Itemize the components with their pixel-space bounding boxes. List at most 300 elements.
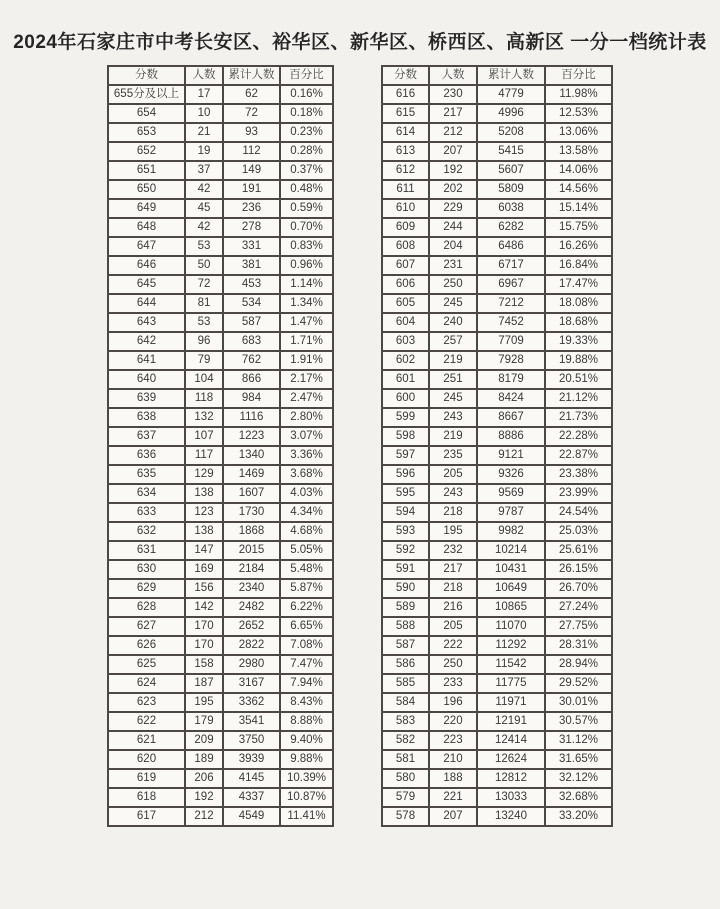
cumulative-cell: 6717 [477,256,545,275]
table-row [382,218,612,237]
percent-cell: 30.01% [545,693,612,712]
score-cell: 605 [382,294,429,313]
cumulative-cell: 7452 [477,313,545,332]
table-row [108,199,333,218]
cumulative-cell: 278 [223,218,280,237]
count-cell: 138 [185,484,223,503]
score-cell: 579 [382,788,429,807]
count-cell: 205 [429,617,477,636]
table-row [382,294,612,313]
score-cell: 635 [108,465,185,484]
table-row [108,161,333,180]
count-cell: 232 [429,541,477,560]
percent-cell: 31.65% [545,750,612,769]
table-row [108,256,333,275]
table-row [108,769,333,788]
percent-cell: 0.18% [280,104,333,123]
score-cell: 585 [382,674,429,693]
table-row [108,731,333,750]
table-row [108,693,333,712]
score-cell: 591 [382,560,429,579]
count-cell: 17 [185,85,223,104]
percent-cell: 4.68% [280,522,333,541]
score-cell: 616 [382,85,429,104]
table-row [382,655,612,674]
percent-cell: 21.12% [545,389,612,408]
percent-cell: 8.88% [280,712,333,731]
count-cell: 170 [185,636,223,655]
cumulative-cell: 8667 [477,408,545,427]
percent-cell: 32.12% [545,769,612,788]
count-cell: 118 [185,389,223,408]
cumulative-cell: 149 [223,161,280,180]
count-cell: 42 [185,218,223,237]
table-row [108,237,333,256]
count-cell: 104 [185,370,223,389]
score-cell: 580 [382,769,429,788]
score-cell: 626 [108,636,185,655]
header-row [382,66,612,85]
percent-cell: 13.58% [545,142,612,161]
count-cell: 250 [429,275,477,294]
percent-cell: 1.71% [280,332,333,351]
count-cell: 240 [429,313,477,332]
score-cell: 614 [382,123,429,142]
count-cell: 156 [185,579,223,598]
percent-cell: 5.48% [280,560,333,579]
score-cell: 647 [108,237,185,256]
percent-cell: 20.51% [545,370,612,389]
percent-cell: 5.87% [280,579,333,598]
count-cell: 138 [185,522,223,541]
count-cell: 96 [185,332,223,351]
percent-cell: 32.68% [545,788,612,807]
table-row [108,541,333,560]
table-row [108,370,333,389]
table-row [108,123,333,142]
table-row [108,750,333,769]
table-row [108,579,333,598]
score-cell: 622 [108,712,185,731]
table-row [382,332,612,351]
cumulative-cell: 12191 [477,712,545,731]
table-row [108,294,333,313]
score-cell: 607 [382,256,429,275]
percent-cell: 26.70% [545,579,612,598]
score-cell: 628 [108,598,185,617]
count-cell: 53 [185,313,223,332]
score-cell: 604 [382,313,429,332]
table-row [108,218,333,237]
count-cell: 243 [429,484,477,503]
cumulative-cell: 13033 [477,788,545,807]
percent-cell: 0.48% [280,180,333,199]
count-cell: 216 [429,598,477,617]
score-cell: 596 [382,465,429,484]
cumulative-cell: 1116 [223,408,280,427]
percent-cell: 30.57% [545,712,612,731]
score-cell: 602 [382,351,429,370]
score-cell: 620 [108,750,185,769]
count-cell: 187 [185,674,223,693]
count-cell: 233 [429,674,477,693]
cumulative-cell: 6967 [477,275,545,294]
count-cell: 217 [429,104,477,123]
cumulative-cell: 6038 [477,199,545,218]
count-cell: 19 [185,142,223,161]
count-cell: 53 [185,237,223,256]
table-row [382,85,612,104]
cumulative-cell: 984 [223,389,280,408]
percent-cell: 16.84% [545,256,612,275]
table-row [382,465,612,484]
count-cell: 221 [429,788,477,807]
cumulative-cell: 4779 [477,85,545,104]
table-row [108,180,333,199]
table-row [382,199,612,218]
percent-cell: 15.75% [545,218,612,237]
column-header-cumulative: 累计人数 [477,66,545,85]
score-cell: 615 [382,104,429,123]
percent-cell: 1.91% [280,351,333,370]
percent-cell: 23.99% [545,484,612,503]
percent-cell: 13.06% [545,123,612,142]
table-row [382,351,612,370]
cumulative-cell: 236 [223,199,280,218]
score-cell: 633 [108,503,185,522]
percent-cell: 23.38% [545,465,612,484]
percent-cell: 0.23% [280,123,333,142]
count-cell: 218 [429,579,477,598]
table-row [108,788,333,807]
column-header-score: 分数 [382,66,429,85]
count-cell: 220 [429,712,477,731]
count-cell: 79 [185,351,223,370]
count-cell: 158 [185,655,223,674]
percent-cell: 19.88% [545,351,612,370]
column-header-count: 人数 [185,66,223,85]
table-row [382,712,612,731]
count-cell: 195 [429,522,477,541]
table-row [108,674,333,693]
table-row [108,427,333,446]
percent-cell: 6.22% [280,598,333,617]
cumulative-cell: 5607 [477,161,545,180]
score-cell: 646 [108,256,185,275]
count-cell: 81 [185,294,223,313]
cumulative-cell: 93 [223,123,280,142]
cumulative-cell: 1607 [223,484,280,503]
count-cell: 10 [185,104,223,123]
score-cell: 639 [108,389,185,408]
score-cell: 645 [108,275,185,294]
count-cell: 244 [429,218,477,237]
table-row [108,655,333,674]
percent-cell: 28.31% [545,636,612,655]
percent-cell: 7.47% [280,655,333,674]
cumulative-cell: 5208 [477,123,545,142]
table-row [382,180,612,199]
table-row [382,484,612,503]
percent-cell: 11.41% [280,807,333,826]
cumulative-cell: 12624 [477,750,545,769]
score-cell: 642 [108,332,185,351]
cumulative-cell: 191 [223,180,280,199]
column-header-percent: 百分比 [545,66,612,85]
cumulative-cell: 1469 [223,465,280,484]
cumulative-cell: 3541 [223,712,280,731]
percent-cell: 6.65% [280,617,333,636]
score-cell: 643 [108,313,185,332]
count-cell: 257 [429,332,477,351]
percent-cell: 0.37% [280,161,333,180]
count-cell: 123 [185,503,223,522]
cumulative-cell: 1223 [223,427,280,446]
score-cell: 612 [382,161,429,180]
table-row [382,161,612,180]
cumulative-cell: 2652 [223,617,280,636]
percent-cell: 17.47% [545,275,612,294]
count-cell: 192 [185,788,223,807]
score-cell: 649 [108,199,185,218]
cumulative-cell: 2482 [223,598,280,617]
table-row [382,598,612,617]
table-row [382,275,612,294]
table-row [382,807,612,826]
score-cell: 597 [382,446,429,465]
count-cell: 204 [429,237,477,256]
score-cell: 609 [382,218,429,237]
cumulative-cell: 2184 [223,560,280,579]
percent-cell: 0.70% [280,218,333,237]
percent-cell: 14.56% [545,180,612,199]
score-cell: 599 [382,408,429,427]
cumulative-cell: 2822 [223,636,280,655]
table-row [382,503,612,522]
cumulative-cell: 866 [223,370,280,389]
cumulative-cell: 7709 [477,332,545,351]
table-row [382,579,612,598]
cumulative-cell: 7928 [477,351,545,370]
cumulative-cell: 62 [223,85,280,104]
score-cell: 634 [108,484,185,503]
header-row [108,66,333,85]
percent-cell: 5.05% [280,541,333,560]
percent-cell: 10.39% [280,769,333,788]
cumulative-cell: 2980 [223,655,280,674]
score-cell: 611 [382,180,429,199]
count-cell: 207 [429,142,477,161]
score-cell: 584 [382,693,429,712]
cumulative-cell: 381 [223,256,280,275]
column-header-percent: 百分比 [280,66,333,85]
count-cell: 245 [429,389,477,408]
table-row [108,560,333,579]
cumulative-cell: 5415 [477,142,545,161]
cumulative-cell: 3939 [223,750,280,769]
count-cell: 251 [429,370,477,389]
count-cell: 21 [185,123,223,142]
cumulative-cell: 11971 [477,693,545,712]
percent-cell: 3.68% [280,465,333,484]
percent-cell: 18.68% [545,313,612,332]
percent-cell: 10.87% [280,788,333,807]
table-row [108,636,333,655]
score-cell: 613 [382,142,429,161]
page-title: 2024年石家庄市中考长安区、裕华区、新华区、桥西区、高新区 一分一档统计表 [13,32,707,53]
cumulative-cell: 9326 [477,465,545,484]
column-header-score: 分数 [108,66,185,85]
count-cell: 210 [429,750,477,769]
percent-cell: 0.16% [280,85,333,104]
table-row [382,731,612,750]
percent-cell: 16.26% [545,237,612,256]
count-cell: 205 [429,465,477,484]
percent-cell: 7.08% [280,636,333,655]
score-cell: 601 [382,370,429,389]
count-cell: 45 [185,199,223,218]
percent-cell: 1.47% [280,313,333,332]
cumulative-cell: 683 [223,332,280,351]
percent-cell: 26.15% [545,560,612,579]
score-cell: 589 [382,598,429,617]
cumulative-cell: 3167 [223,674,280,693]
score-cell: 600 [382,389,429,408]
cumulative-cell: 534 [223,294,280,313]
cumulative-cell: 9787 [477,503,545,522]
percent-cell: 25.61% [545,541,612,560]
count-cell: 107 [185,427,223,446]
cumulative-cell: 3750 [223,731,280,750]
count-cell: 117 [185,446,223,465]
table-row [108,712,333,731]
score-cell: 625 [108,655,185,674]
percent-cell: 2.80% [280,408,333,427]
cumulative-cell: 5809 [477,180,545,199]
count-cell: 195 [185,693,223,712]
cumulative-cell: 1340 [223,446,280,465]
count-cell: 188 [429,769,477,788]
cumulative-cell: 2015 [223,541,280,560]
score-cell: 632 [108,522,185,541]
cumulative-cell: 72 [223,104,280,123]
tables-container [0,65,720,827]
score-cell: 608 [382,237,429,256]
table-row [382,256,612,275]
count-cell: 50 [185,256,223,275]
score-cell: 598 [382,427,429,446]
score-cell: 619 [108,769,185,788]
table-row [108,351,333,370]
cumulative-cell: 4549 [223,807,280,826]
percent-cell: 19.33% [545,332,612,351]
percent-cell: 22.87% [545,446,612,465]
score-cell: 578 [382,807,429,826]
percent-cell: 0.83% [280,237,333,256]
score-cell: 610 [382,199,429,218]
percent-cell: 14.06% [545,161,612,180]
table-row [382,769,612,788]
score-cell: 631 [108,541,185,560]
table-row [108,389,333,408]
cumulative-cell: 8179 [477,370,545,389]
table-row [382,237,612,256]
count-cell: 245 [429,294,477,313]
percent-cell: 27.24% [545,598,612,617]
table-row [108,332,333,351]
score-cell: 624 [108,674,185,693]
table-row [382,750,612,769]
score-cell: 586 [382,655,429,674]
score-cell: 590 [382,579,429,598]
table-body [108,85,333,826]
percent-cell: 21.73% [545,408,612,427]
count-cell: 222 [429,636,477,655]
table-row [382,693,612,712]
count-cell: 142 [185,598,223,617]
count-cell: 218 [429,503,477,522]
table-row [382,446,612,465]
count-cell: 230 [429,85,477,104]
cumulative-cell: 112 [223,142,280,161]
score-cell: 588 [382,617,429,636]
count-cell: 147 [185,541,223,560]
table-row [108,313,333,332]
table-row [108,408,333,427]
cumulative-cell: 7212 [477,294,545,313]
score-cell: 595 [382,484,429,503]
cumulative-cell: 4145 [223,769,280,788]
score-cell: 594 [382,503,429,522]
table-row [108,484,333,503]
percent-cell: 0.96% [280,256,333,275]
table-row [108,275,333,294]
percent-cell: 31.12% [545,731,612,750]
score-table-left [107,65,334,827]
percent-cell: 33.20% [545,807,612,826]
count-cell: 231 [429,256,477,275]
cumulative-cell: 2340 [223,579,280,598]
table-row [382,674,612,693]
table-row [382,142,612,161]
cumulative-cell: 9569 [477,484,545,503]
score-cell: 603 [382,332,429,351]
percent-cell: 8.43% [280,693,333,712]
cumulative-cell: 8424 [477,389,545,408]
cumulative-cell: 331 [223,237,280,256]
count-cell: 170 [185,617,223,636]
percent-cell: 12.53% [545,104,612,123]
percent-cell: 2.17% [280,370,333,389]
cumulative-cell: 10649 [477,579,545,598]
table-row [382,104,612,123]
count-cell: 179 [185,712,223,731]
count-cell: 219 [429,351,477,370]
table-row [108,503,333,522]
table-row [108,807,333,826]
cumulative-cell: 12812 [477,769,545,788]
count-cell: 132 [185,408,223,427]
count-cell: 169 [185,560,223,579]
score-cell: 644 [108,294,185,313]
count-cell: 72 [185,275,223,294]
percent-cell: 18.08% [545,294,612,313]
count-cell: 196 [429,693,477,712]
cumulative-cell: 9982 [477,522,545,541]
score-cell: 637 [108,427,185,446]
count-cell: 37 [185,161,223,180]
score-cell: 653 [108,123,185,142]
